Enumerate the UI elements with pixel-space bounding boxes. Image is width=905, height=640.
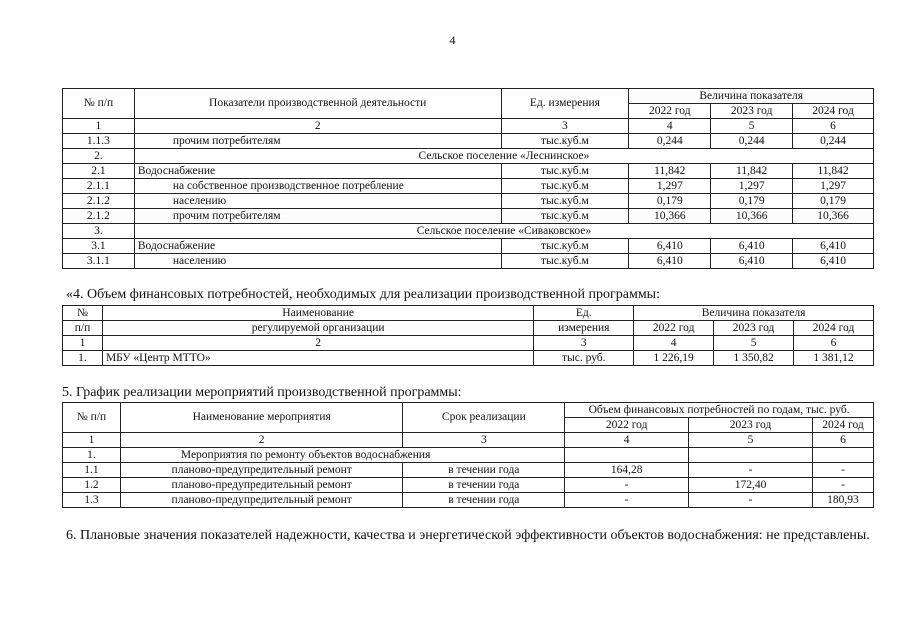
row-value-2023: 10,366 xyxy=(711,209,793,224)
row-term: в течении года xyxy=(403,463,565,478)
row-value-2024: 0,179 xyxy=(793,194,874,209)
row-value-2023: 11,842 xyxy=(711,164,793,179)
header-name-bottom: регулируемой организации xyxy=(102,321,533,336)
row-value-2024: 0,244 xyxy=(793,134,874,149)
row-value-2024: 10,366 xyxy=(793,209,874,224)
row-num: 1.1 xyxy=(63,463,121,478)
row-event: планово-предупредительный ремонт xyxy=(120,478,403,493)
empty-cell xyxy=(565,448,689,463)
table-row xyxy=(63,194,874,209)
colnum: 4 xyxy=(565,433,689,448)
row-value-2023: 172,40 xyxy=(689,478,813,493)
table-row xyxy=(63,164,874,179)
row-value-2023: 1,297 xyxy=(711,179,793,194)
section-row xyxy=(63,149,874,164)
section-title: Сельское поселение «Сиваковское» xyxy=(134,224,873,239)
header-2023: 2023 год xyxy=(689,418,813,433)
colnum: 4 xyxy=(629,119,711,134)
row-unit: тыс.куб.м xyxy=(501,209,629,224)
colnum: 1 xyxy=(63,119,135,134)
header-2023: 2023 год xyxy=(714,321,794,336)
schedule-table xyxy=(62,402,874,508)
row-unit: тыс.куб.м xyxy=(501,164,629,179)
row-num: 1. xyxy=(63,448,121,463)
row-value-2023: 0,244 xyxy=(711,134,793,149)
column-number-row xyxy=(63,119,874,134)
section-title: Сельское поселение «Леснинское» xyxy=(134,149,873,164)
colnum: 2 xyxy=(134,119,501,134)
row-name: Водоснабжение xyxy=(134,164,501,179)
colnum: 2 xyxy=(102,336,533,351)
table-row xyxy=(63,493,874,508)
header-num: № п/п xyxy=(63,89,135,119)
row-unit: тыс.куб.м xyxy=(501,239,629,254)
row-value-2022: 0,179 xyxy=(629,194,711,209)
empty-cell xyxy=(812,448,873,463)
row-unit: тыс.куб.м xyxy=(501,254,629,269)
row-unit: тыс.куб.м xyxy=(501,134,629,149)
row-value-2022: 11,842 xyxy=(629,164,711,179)
group-row xyxy=(63,448,874,463)
row-value-2022: 6,410 xyxy=(629,254,711,269)
section6-paragraph: 6. Плановые значения показателей надежности, качества и энергетической эффективности объектов водоснабжения: не представлены. xyxy=(66,528,870,543)
colnum: 5 xyxy=(689,433,813,448)
row-name: населению xyxy=(134,194,501,209)
row-name: на собственное производственное потребление xyxy=(134,179,501,194)
colnum: 6 xyxy=(812,433,873,448)
row-value-2024: 6,410 xyxy=(793,254,874,269)
row-value-2023: 0,179 xyxy=(711,194,793,209)
row-value-2022: - xyxy=(565,478,689,493)
header-value-group: Величина показателя xyxy=(634,306,874,321)
row-num: 1.3 xyxy=(63,493,121,508)
group-title: Мероприятия по ремонту объектов водоснабжения xyxy=(120,448,564,463)
row-num: 2.1.1 xyxy=(63,179,135,194)
header-2024: 2024 год xyxy=(812,418,873,433)
row-value-2022: 0,244 xyxy=(629,134,711,149)
colnum: 6 xyxy=(794,336,874,351)
section5-heading: 5. График реализации мероприятий производственной программы: xyxy=(62,385,462,400)
colnum: 4 xyxy=(634,336,714,351)
row-value-2024: 11,842 xyxy=(793,164,874,179)
row-value-2023: 1 350,82 xyxy=(714,351,794,366)
table-row xyxy=(63,179,874,194)
table-row xyxy=(63,478,874,493)
row-value-2024: 6,410 xyxy=(793,239,874,254)
colnum: 5 xyxy=(714,336,794,351)
row-num: 2.1.2 xyxy=(63,209,135,224)
table-row xyxy=(63,254,874,269)
row-name: Водоснабжение xyxy=(134,239,501,254)
header-2024: 2024 год xyxy=(793,104,874,119)
row-term: в течении года xyxy=(403,493,565,508)
header-num: № п/п xyxy=(63,403,121,433)
row-value-2022: 6,410 xyxy=(629,239,711,254)
header-2023: 2023 год xyxy=(711,104,793,119)
row-num: 2. xyxy=(63,149,135,164)
row-num: 3.1 xyxy=(63,239,135,254)
table-row xyxy=(63,239,874,254)
colnum: 3 xyxy=(403,433,565,448)
row-name: прочим потребителям xyxy=(134,134,501,149)
row-value-2022: 1,297 xyxy=(629,179,711,194)
header-value-group: Величина показателя xyxy=(629,89,874,104)
section-row xyxy=(63,224,874,239)
colnum: 2 xyxy=(120,433,403,448)
colnum: 3 xyxy=(534,336,634,351)
header-2022: 2022 год xyxy=(565,418,689,433)
header-2024: 2024 год xyxy=(794,321,874,336)
row-num: 1.1.3 xyxy=(63,134,135,149)
header-unit: Ед. измерения xyxy=(501,89,629,119)
row-event: планово-предупредительный ремонт xyxy=(120,463,403,478)
row-value-2022: 10,366 xyxy=(629,209,711,224)
row-num: 1.2 xyxy=(63,478,121,493)
row-num: 3.1.1 xyxy=(63,254,135,269)
colnum: 1 xyxy=(63,433,121,448)
header-num-top: № xyxy=(63,306,103,321)
colnum: 5 xyxy=(711,119,793,134)
row-value-2022: 164,28 xyxy=(565,463,689,478)
header-unit-top: Ед. xyxy=(534,306,634,321)
header-name-top: Наименование xyxy=(102,306,533,321)
header-num-bottom: п/п xyxy=(63,321,103,336)
row-value-2024: - xyxy=(812,463,873,478)
header-2022: 2022 год xyxy=(629,104,711,119)
row-value-2022: - xyxy=(565,493,689,508)
colnum: 6 xyxy=(793,119,874,134)
table-row xyxy=(63,209,874,224)
financial-needs-table xyxy=(62,305,874,366)
row-value-2023: 6,410 xyxy=(711,254,793,269)
table-row xyxy=(63,134,874,149)
row-value-2024: 1 381,12 xyxy=(794,351,874,366)
header-term: Срок реализации xyxy=(403,403,565,433)
row-value-2024: - xyxy=(812,478,873,493)
row-name: прочим потребителям xyxy=(134,209,501,224)
row-event: планово-предупредительный ремонт xyxy=(120,493,403,508)
header-event: Наименование мероприятия xyxy=(120,403,403,433)
row-value-2022: 1 226,19 xyxy=(634,351,714,366)
row-value-2023: - xyxy=(689,463,813,478)
row-num: 2.1 xyxy=(63,164,135,179)
column-number-row xyxy=(63,336,874,351)
colnum: 3 xyxy=(501,119,629,134)
production-indicators-table xyxy=(62,88,874,269)
row-name: МБУ «Центр МТТО» xyxy=(102,351,533,366)
row-value-2024: 1,297 xyxy=(793,179,874,194)
colnum: 1 xyxy=(63,336,103,351)
page-number: 4 xyxy=(449,33,456,47)
row-value-2024: 180,93 xyxy=(812,493,873,508)
header-2022: 2022 год xyxy=(634,321,714,336)
header-indicator: Показатели производственной деятельности xyxy=(134,89,501,119)
row-unit: тыс.куб.м xyxy=(501,194,629,209)
empty-cell xyxy=(689,448,813,463)
header-unit-bottom: измерения xyxy=(534,321,634,336)
table-row xyxy=(63,463,874,478)
row-value-2023: 6,410 xyxy=(711,239,793,254)
row-unit: тыс. руб. xyxy=(534,351,634,366)
row-num: 2.1.2 xyxy=(63,194,135,209)
table-row xyxy=(63,351,874,366)
section4-heading: «4. Объем финансовых потребностей, необходимых для реализации производственной программы: xyxy=(66,287,660,302)
row-num: 1. xyxy=(63,351,103,366)
row-value-2023: - xyxy=(689,493,813,508)
column-number-row xyxy=(63,433,874,448)
row-name: населению xyxy=(134,254,501,269)
row-unit: тыс.куб.м xyxy=(501,179,629,194)
header-value-group: Объем финансовых потребностей по годам, тыс. руб. xyxy=(565,403,874,418)
row-term: в течении года xyxy=(403,478,565,493)
row-num: 3. xyxy=(63,224,135,239)
